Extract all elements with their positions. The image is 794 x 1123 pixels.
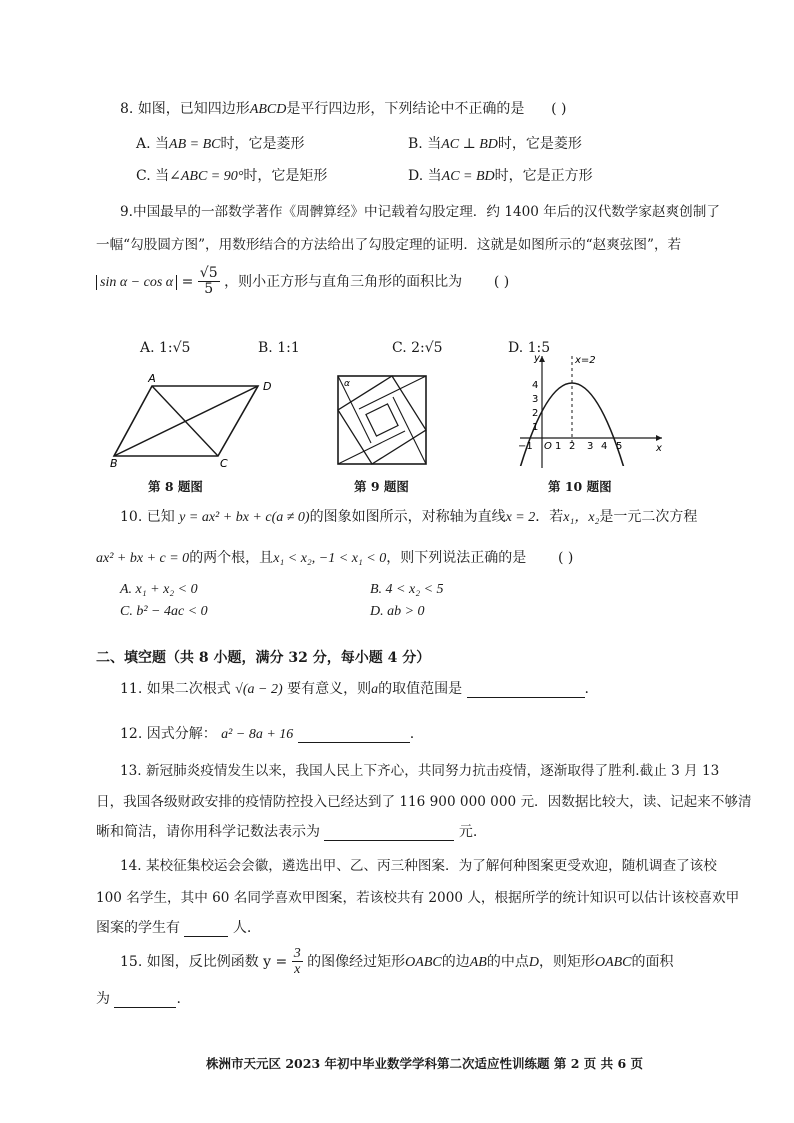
answer-bracket: ( ) xyxy=(493,273,510,290)
q10-option-a: A. x₁ + x₂ < 0 xyxy=(120,582,198,597)
x-tick-2: 2 xyxy=(569,441,576,452)
q9-option-a: A. 1:√5 xyxy=(140,340,191,356)
x-tick-3: 3 xyxy=(587,441,594,452)
page-footer: 株洲市天元区 2023 年初中毕业数学学科第二次适应性训练题 第 2 页 共 6 页 xyxy=(206,1056,644,1071)
section-title: 二、填空题（共 8 小题，满分 32 分，每小题 4 分） xyxy=(96,650,431,666)
fraction: $\frac{3}{x}$ xyxy=(293,946,301,978)
x-tick-labels xyxy=(518,441,622,452)
q13-line2: 日，我国各级财政安排的疫情防控投入已经达到了 116 900 000 000 元．因数据比较大，读、记起来不够清 xyxy=(96,794,752,810)
q10-line1: 10. 已知 y = ax² + bx + c(a ≠ 0)的图象如图所示，对称轴为直线x = 2．若x₁，x₂是一元二次方程 xyxy=(120,509,698,525)
label-d: D xyxy=(263,380,272,393)
q9-option-d: D. 1:5 xyxy=(508,340,551,356)
x-tick-4: 4 xyxy=(601,441,608,452)
q11: 11. 如果二次根式 √(a − 2) 要有意义，则a的取值范围是 . xyxy=(120,681,589,697)
label-b: B xyxy=(110,457,118,470)
answer-bracket: ( ) xyxy=(551,101,567,117)
q10-option-c: C. b² − 4ac < 0 xyxy=(120,604,208,619)
q9-option-b: B. 1:1 xyxy=(258,340,300,356)
x-tick-1: 1 xyxy=(555,441,562,452)
diagonal-bd xyxy=(114,386,258,456)
answer-bracket: ( ) xyxy=(558,550,574,566)
q15-line1: 15. 如图，反比例函数 y = $\frac{3}{x}$ 的图像经过矩形OABC的边AB的中点D，则矩形OABC的面积 xyxy=(120,946,674,978)
q13-line1: 13. 新冠肺炎疫情发生以来，我国人民上下齐心，共同努力抗击疫情，逐渐取得了胜利.截止 3 月 13 xyxy=(120,763,720,779)
origin-label: O xyxy=(544,441,552,452)
q14-line1: 14. 某校征集校运会会徽，遴选出甲、乙、丙三种图案．为了解何种图案更受欢迎，随机调查了该校 xyxy=(120,858,717,874)
q8-option-c: C. 当∠ABC = 90°时，它是矩形 xyxy=(136,168,328,184)
small-square xyxy=(366,404,398,436)
answer-blank[interactable] xyxy=(114,991,176,1008)
q8-stem: 8. 如图，已知四边形ABCD是平行四边形，下列结论中不正确的是 ( ) xyxy=(120,98,589,118)
q8-option-d: D. 当AC = BD时，它是正方形 xyxy=(408,168,593,184)
q14-line2: 100 名学生，其中 60 名同学喜欢甲图案，若该校共有 2000 人，根据所学的统计知识可以估计该校喜欢甲 xyxy=(96,890,740,906)
symmetry-axis-label: x=2 xyxy=(575,355,596,366)
y-tick-4: 4 xyxy=(532,380,539,391)
q13-line3: 晰和简洁，请你用科学记数法表示为 元. xyxy=(96,824,478,840)
figure-9-caption: 第 9 题图 xyxy=(354,479,409,494)
q10-option-b: B. 4 < x₂ < 5 xyxy=(370,582,444,597)
figure-8-caption: 第 8 题图 xyxy=(148,479,203,494)
y-tick-2: 2 xyxy=(532,408,539,419)
fraction: $\frac{√5}{5}$ xyxy=(199,265,218,298)
y-tick-labels xyxy=(532,380,538,433)
q12: 12. 因式分解： a² − 8a + 16 . xyxy=(120,726,415,742)
figure-8-parallelogram xyxy=(108,370,278,470)
label-a: A xyxy=(148,372,156,385)
figure-9-zhao-shuang-diagram xyxy=(334,372,434,468)
q8-option-a: A. 当AB = BC时，它是菱形 xyxy=(136,136,305,152)
q10-line2: ax² + bx + c = 0的两个根，且x₁ < x₂, −1 < x₁ < 0，则下列说法正确的是 ( ) xyxy=(96,547,601,567)
q10-option-d: D. ab > 0 xyxy=(370,604,425,619)
x-tick-neg1: −1 xyxy=(518,441,533,452)
y-tick-1: 1 xyxy=(532,422,539,433)
y-axis-label: y xyxy=(534,353,540,364)
figure-10-caption: 第 10 题图 xyxy=(548,479,612,494)
answer-blank[interactable] xyxy=(298,726,410,743)
figure-10-parabola-graph xyxy=(510,350,670,472)
x-tick-5: 5 xyxy=(616,441,623,452)
label-c: C xyxy=(220,457,228,470)
answer-blank[interactable] xyxy=(324,824,454,841)
y-tick-3: 3 xyxy=(532,394,539,405)
abs-value-expression: sin α − cos α xyxy=(96,275,177,290)
q9-line3: sin α − cos α = $\frac{√5}{5}$ ，则小正方形与直角三角形的面积比为 ( ) xyxy=(96,266,537,298)
x-axis-label: x xyxy=(656,443,662,454)
answer-blank[interactable] xyxy=(467,681,585,698)
inner-tilted-square xyxy=(338,376,426,464)
outer-square xyxy=(338,376,426,464)
angle-alpha: α xyxy=(344,379,350,389)
q9-line1: 9.中国最早的一部数学著作《周髀算经》中记载着勾股定理．约 1400 年后的汉代数学家赵爽创制了 xyxy=(120,204,720,220)
q8-option-b: B. 当AC ⊥ BD时，它是菱形 xyxy=(408,136,582,152)
q9-line2: 一幅“勾股圆方图”，用数形结合的方法给出了勾股定理的证明．这就是如图所示的“赵爽弦图”，若 xyxy=(96,237,682,253)
q9-option-c: C. 2:√5 xyxy=(392,340,443,356)
q15-line2: 为 . xyxy=(96,991,181,1007)
q14-line3: 图案的学生有 人. xyxy=(96,920,252,936)
answer-blank[interactable] xyxy=(184,920,228,937)
